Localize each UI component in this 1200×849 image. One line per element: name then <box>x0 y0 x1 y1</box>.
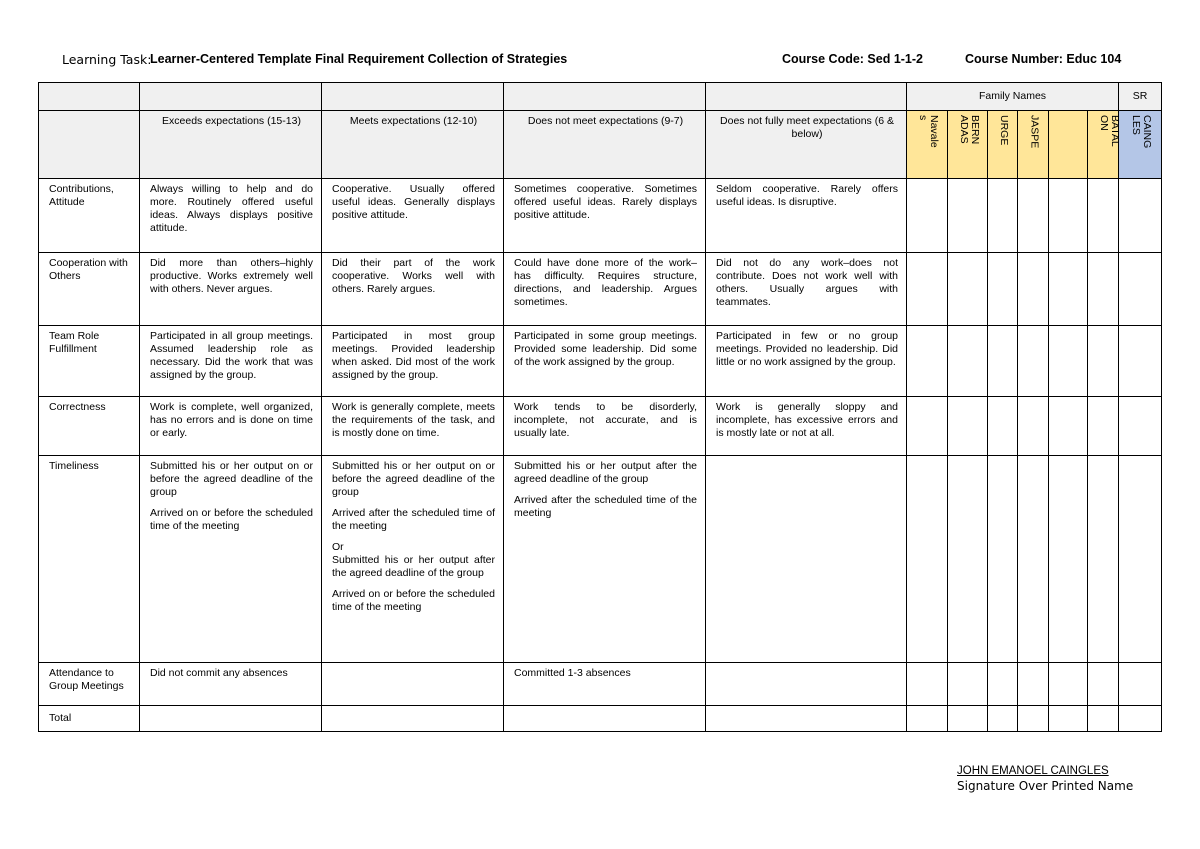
course-number: Course Number: Educ 104 <box>965 52 1122 66</box>
rubric-cell: Sometimes cooperative. Sometimes offered useful ideas. Rarely displays positive attitude. <box>504 179 706 253</box>
score-cell[interactable] <box>1049 179 1088 253</box>
criterion-label: Team Role Fulfillment <box>39 326 140 397</box>
total-label: Total <box>39 706 140 732</box>
score-cell[interactable] <box>988 179 1018 253</box>
score-cell[interactable] <box>907 253 948 326</box>
score-cell[interactable] <box>1018 326 1049 397</box>
rubric-cell: Always willing to help and do more. Routinely offered useful ideas. Always displays positive attitude. <box>140 179 322 253</box>
rubric-table <box>38 82 1162 732</box>
table-header-row-1 <box>39 83 1162 111</box>
score-cell[interactable] <box>1018 397 1049 456</box>
total-cell[interactable] <box>1088 706 1119 732</box>
family-name: URGE <box>998 115 1010 146</box>
sr-name-cell <box>1119 111 1162 179</box>
learning-task-label: Learning Task: <box>62 52 152 67</box>
header-blank-cell <box>322 83 504 111</box>
table-row <box>39 397 1162 456</box>
rubric-cell: Did more than others–highly productive. Works extremely well with others. Never argues. <box>140 253 322 326</box>
column-header-does-not-meet: Does not meet expectations (9-7) <box>504 111 706 179</box>
signature-block <box>957 763 1157 793</box>
score-cell[interactable] <box>907 179 948 253</box>
total-cell[interactable] <box>1018 706 1049 732</box>
rubric-cell: Cooperative. Usually offered useful ideas. Generally displays positive attitude. <box>322 179 504 253</box>
rubric-cell: Participated in few or no group meetings. Provided no leadership. Did little or no work assigned by the group. <box>706 326 907 397</box>
family-name-cell <box>948 111 988 179</box>
rubric-text: Submitted his or her output on or before the agreed deadline of the group <box>332 460 495 498</box>
rubric-cell: Work is complete, well organized, has no errors and is done on time or early. <box>140 397 322 456</box>
family-name-cell <box>1018 111 1049 179</box>
rubric-text: Or <box>332 541 344 553</box>
rubric-cell: Participated in some group meetings. Provided some leadership. Did some of the work assigned by the group. <box>504 326 706 397</box>
family-name: BATAL ON <box>1098 115 1121 147</box>
rubric-text: Arrived after the scheduled time of the meeting <box>514 494 697 519</box>
header-blank-cell <box>504 83 706 111</box>
rubric-cell: Did not do any work–does not contribute. Does not work well with others. Usually argues with teammates. <box>706 253 907 326</box>
rubric-cell <box>140 456 322 663</box>
rubric-cell: Participated in most group meetings. Provided leadership when asked. Did most of the work assigned by the group. <box>322 326 504 397</box>
score-cell[interactable] <box>1049 253 1088 326</box>
table-row-total <box>39 706 1162 732</box>
score-cell[interactable] <box>988 397 1018 456</box>
score-cell[interactable] <box>1049 397 1088 456</box>
table-row-timeliness <box>39 456 1162 663</box>
rubric-text: Submitted his or her output after the agreed deadline of the group <box>514 460 697 485</box>
rubric-cell <box>322 456 504 663</box>
signature-caption: Signature Over Printed Name <box>957 779 1134 793</box>
course-code: Course Code: Sed 1-1-2 <box>782 52 924 66</box>
score-cell[interactable] <box>907 326 948 397</box>
criterion-label: Correctness <box>39 397 140 456</box>
score-cell[interactable] <box>1088 397 1119 456</box>
score-cell[interactable] <box>948 326 988 397</box>
score-cell[interactable] <box>948 456 988 663</box>
score-cell[interactable] <box>1018 456 1049 663</box>
column-header-meets: Meets expectations (12-10) <box>322 111 504 179</box>
criterion-label: Cooperation with Others <box>39 253 140 326</box>
family-name: JASPE <box>1028 115 1041 149</box>
rubric-cell: Could have done more of the work–has difficulty. Requires structure, directions, and leadership. Argues sometimes. <box>504 253 706 326</box>
rubric-cell <box>706 663 907 706</box>
rubric-cell: Did not commit any absences <box>140 663 322 706</box>
score-cell[interactable] <box>1119 456 1162 663</box>
table-row-attendance <box>39 663 1162 706</box>
rubric-cell <box>504 456 706 663</box>
rubric-cell <box>322 706 504 732</box>
rubric-text: Arrived after the scheduled time of the meeting <box>332 507 495 532</box>
score-cell[interactable] <box>988 326 1018 397</box>
rubric-cell <box>322 663 504 706</box>
column-header-does-not-fully-meet: Does not fully meet expectations (6 & below) <box>706 111 907 179</box>
score-cell[interactable] <box>988 253 1018 326</box>
rubric-text: Arrived on or before the scheduled time of the meeting <box>150 507 313 532</box>
score-cell[interactable] <box>1088 663 1119 706</box>
header-blank-cell <box>39 111 140 179</box>
score-cell[interactable] <box>1088 253 1119 326</box>
rubric-cell <box>504 706 706 732</box>
score-cell[interactable] <box>907 397 948 456</box>
total-cell[interactable] <box>907 706 948 732</box>
score-cell[interactable] <box>1018 663 1049 706</box>
table-header-row-2 <box>39 111 1162 179</box>
rubric-cell: Seldom cooperative. Rarely offers useful ideas. Is disruptive. <box>706 179 907 253</box>
sr-name: CAING LES <box>1130 115 1154 149</box>
score-cell[interactable] <box>1018 253 1049 326</box>
table-row <box>39 253 1162 326</box>
score-cell[interactable] <box>988 663 1018 706</box>
score-cell[interactable] <box>1049 456 1088 663</box>
score-cell[interactable] <box>988 456 1018 663</box>
rubric-cell <box>706 456 907 663</box>
score-cell[interactable] <box>1119 253 1162 326</box>
score-cell[interactable] <box>1088 179 1119 253</box>
sr-header: SR <box>1119 83 1162 111</box>
table-row <box>39 326 1162 397</box>
rubric-cell: Work is generally sloppy and incomplete, has excessive errors and is mostly late or not at all. <box>706 397 907 456</box>
score-cell[interactable] <box>1119 326 1162 397</box>
rubric-text: Submitted his or her output on or before the agreed deadline of the group <box>150 460 313 498</box>
rubric-cell: Participated in all group meetings. Assumed leadership role as necessary. Did the work that was assigned by the group. <box>140 326 322 397</box>
signature-name: JOHN EMANOEL CAINGLES <box>957 765 1109 777</box>
score-cell[interactable] <box>1049 663 1088 706</box>
score-cell[interactable] <box>1119 397 1162 456</box>
score-cell[interactable] <box>1088 456 1119 663</box>
score-cell[interactable] <box>1119 663 1162 706</box>
family-name: Navale s <box>917 115 940 148</box>
family-names-header: Family Names <box>907 83 1119 111</box>
score-cell[interactable] <box>948 663 988 706</box>
header-blank-cell <box>39 83 140 111</box>
score-cell[interactable] <box>907 663 948 706</box>
family-name: BERN ADAS <box>958 115 981 145</box>
rubric-cell <box>140 706 322 732</box>
total-cell[interactable] <box>1049 706 1088 732</box>
score-cell[interactable] <box>948 397 988 456</box>
score-cell[interactable] <box>948 253 988 326</box>
header-blank-cell <box>140 83 322 111</box>
score-cell[interactable] <box>948 179 988 253</box>
family-name-cell <box>1049 111 1088 179</box>
criterion-label: Attendance to Group Meetings <box>39 663 140 706</box>
rubric-cell <box>706 706 907 732</box>
score-cell[interactable] <box>1049 326 1088 397</box>
score-cell[interactable] <box>907 456 948 663</box>
family-name-cell <box>988 111 1018 179</box>
criterion-label: Contributions, Attitude <box>39 179 140 253</box>
family-name-cell <box>1088 111 1119 179</box>
rubric-cell: Did their part of the work cooperative. Works well with others. Rarely argues. <box>322 253 504 326</box>
rubric-cell: Work tends to be disorderly, incomplete, not accurate, and is usually late. <box>504 397 706 456</box>
total-cell[interactable] <box>988 706 1018 732</box>
rubric-cell: Committed 1-3 absences <box>504 663 706 706</box>
score-cell[interactable] <box>1018 179 1049 253</box>
family-name-cell <box>907 111 948 179</box>
rubric-cell: Work is generally complete, meets the requirements of the task, and is mostly done on time. <box>322 397 504 456</box>
score-cell[interactable] <box>1088 326 1119 397</box>
table-row <box>39 179 1162 253</box>
document-header <box>62 52 1142 70</box>
rubric-text: Submitted his or her output after the agreed deadline of the group <box>332 554 495 579</box>
rubric-text: Arrived on or before the scheduled time of the meeting <box>332 588 495 613</box>
column-header-exceeds: Exceeds expectations (15-13) <box>140 111 322 179</box>
learning-task-title: Learner-Centered Template Final Requirement Collection of Strategies <box>150 52 568 66</box>
header-blank-cell <box>706 83 907 111</box>
total-cell[interactable] <box>948 706 988 732</box>
score-cell[interactable] <box>1119 179 1162 253</box>
total-cell[interactable] <box>1119 706 1162 732</box>
criterion-label: Timeliness <box>39 456 140 663</box>
